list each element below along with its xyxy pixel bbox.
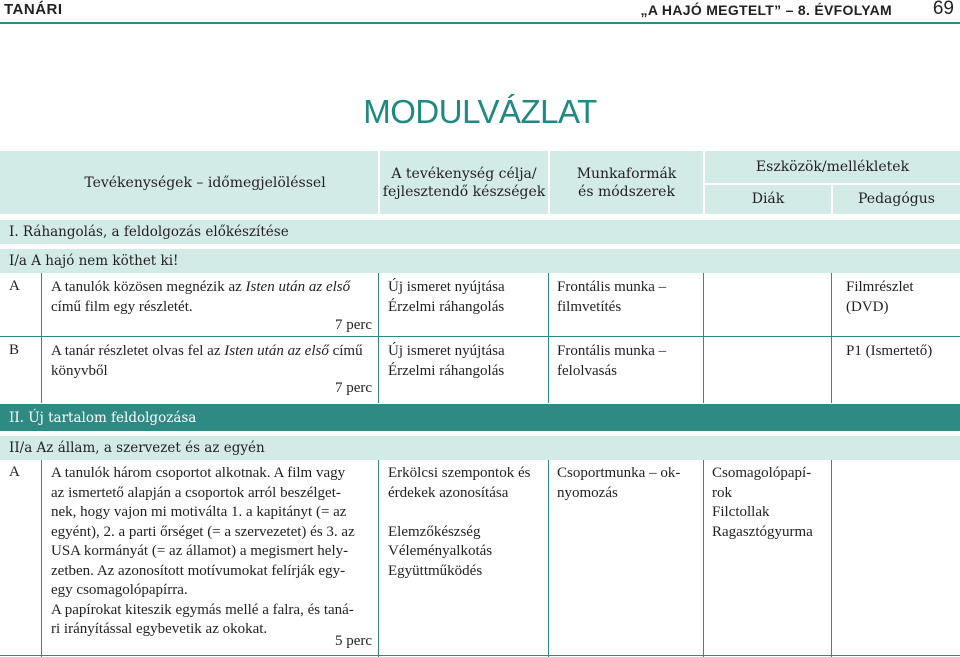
page-number: 69 — [932, 0, 954, 19]
header-rule — [0, 22, 960, 24]
column-divider — [703, 273, 704, 403]
student-tool-line: rok — [712, 484, 732, 501]
row-letter: A — [9, 464, 20, 480]
goal-line: Együttműködés — [388, 562, 483, 579]
activity-line: az ismertető alapján a csoportok arról beszélget- — [51, 484, 341, 501]
column-divider — [703, 460, 704, 657]
activity-text — [51, 342, 376, 381]
column-divider — [378, 460, 379, 657]
col-header-goals-line1: A tevékenység célja/ — [391, 166, 537, 182]
goal-line: Véleményalkotás — [388, 543, 493, 559]
section-title: I. Ráhangolás, a feldolgozás előkészítése — [9, 224, 289, 240]
goal-line: érdekek azonosítása — [388, 484, 509, 501]
subsection-title: I/a A hajó nem köthet ki! — [9, 253, 179, 269]
column-divider — [378, 273, 379, 403]
activity-line: egy csomagolópapírra. — [51, 582, 188, 598]
section-title-band — [0, 404, 960, 431]
activity-line: A papírokat kiteszik egymás mellé a falra, és taná- — [51, 601, 354, 618]
table-bottom-rule — [0, 655, 960, 656]
header-right-text: „A HAJÓ MEGTELT” – 8. ÉVFOLYAM — [640, 2, 892, 18]
goal-line: Érzelmi ráhangolás — [388, 362, 505, 379]
teacher-tools — [846, 278, 956, 317]
col-header-teacher: Pedagógus — [858, 191, 935, 207]
activity-text-part: A tanár részletet olvas fel az — [51, 343, 225, 359]
film-title: Isten után az első — [245, 279, 351, 295]
activity-line: A tanulók három csoportot alkotnak. A film vagy — [51, 465, 346, 481]
book-title: Isten után az első — [224, 343, 329, 359]
goal-spacer — [388, 503, 548, 523]
activity-line: egyént), 2. a parti őrséget (= a szervezetet) és 3. az — [51, 523, 355, 540]
col-header-student: Diák — [751, 191, 785, 207]
column-divider — [548, 460, 549, 657]
section-title: II. Új tartalom feldolgozása — [9, 410, 197, 426]
method-line: felolvasás — [557, 362, 617, 379]
method-line: filmvetítés — [557, 298, 622, 315]
activity-line: ri irányítással egybevetik az okokat. — [51, 621, 268, 637]
method-line: Frontális munka – — [557, 279, 667, 295]
time-estimate: 7 perc — [334, 380, 372, 396]
time-estimate: 5 perc — [334, 633, 372, 649]
running-header — [0, 0, 960, 22]
activity-text-line2: című film egy részletét. — [51, 298, 193, 315]
method-line: Frontális munka – — [557, 343, 667, 359]
teacher-tool-line: Filmrészlet — [846, 279, 914, 295]
goal-line: Új ismeret nyújtása — [388, 279, 505, 295]
goal-line: Érzelmi ráhangolás — [388, 298, 505, 315]
column-divider — [41, 273, 42, 403]
column-divider — [548, 273, 549, 403]
method-text — [557, 464, 702, 503]
row-letter: B — [9, 342, 20, 358]
student-tools — [712, 464, 830, 542]
method-line: nyomozás — [557, 484, 618, 501]
goal-text — [388, 464, 548, 581]
activity-text-part: A tanulók közösen megnézik az — [51, 279, 246, 295]
col-header-methods-line2: és módszerek — [578, 184, 675, 200]
goal-line: Elemzőkészség — [388, 523, 481, 540]
activity-text-line2: könyvből — [51, 362, 108, 379]
col-header-goals-line2: fejlesztendő készségek — [382, 184, 546, 200]
subsection-band — [0, 249, 960, 273]
method-line: Csoportmunka – ok- — [557, 465, 681, 481]
goal-line: Erkölcsi szempontok és — [388, 465, 531, 481]
col-header-methods — [550, 165, 703, 201]
method-text — [557, 278, 702, 317]
teacher-tool-line: (DVD) — [846, 298, 889, 315]
col-header-methods-line1: Munkaformák — [576, 166, 677, 182]
column-divider — [831, 273, 832, 403]
col-header-goals — [380, 165, 548, 201]
column-divider — [831, 460, 832, 657]
row-divider — [0, 336, 960, 337]
method-text — [557, 342, 702, 381]
col-header-activities: Tevékenységek – időmegjelöléssel — [84, 175, 326, 191]
activity-line: USA kormányát (= az államot) a megismert hely- — [51, 543, 349, 559]
teacher-tool-line: P1 (Ismertető) — [846, 343, 933, 359]
activity-line: zetben. Az azonosított motívumokat felírják egy- — [51, 562, 346, 579]
goal-line: Új ismeret nyújtása — [388, 343, 505, 359]
teacher-tools — [846, 342, 960, 362]
column-divider — [41, 460, 42, 657]
activity-line: nek, hogy vajon mi motiválta 1. a kapitányt (= az — [51, 504, 347, 520]
student-tool-line: Csomagolópapí- — [712, 465, 812, 481]
goal-text — [388, 342, 548, 381]
student-tool-line: Filctollak — [712, 504, 770, 520]
header-left-text: TANÁRI — [4, 1, 63, 18]
subsection-title: II/a Az állam, a szervezet és az egyén — [9, 440, 265, 456]
row-letter: A — [9, 278, 20, 294]
subsection-band — [0, 436, 960, 460]
activity-text — [51, 278, 376, 317]
goal-text — [388, 278, 548, 317]
time-estimate: 7 perc — [334, 317, 372, 333]
activity-text — [51, 464, 376, 640]
student-tool-line: Ragasztógyurma — [712, 523, 813, 540]
activity-text-part: című — [328, 343, 363, 359]
col-header-tools: Eszközök/mellékletek — [755, 159, 910, 175]
section-title-band — [0, 220, 960, 244]
page-title: MODULVÁZLAT — [363, 93, 597, 130]
